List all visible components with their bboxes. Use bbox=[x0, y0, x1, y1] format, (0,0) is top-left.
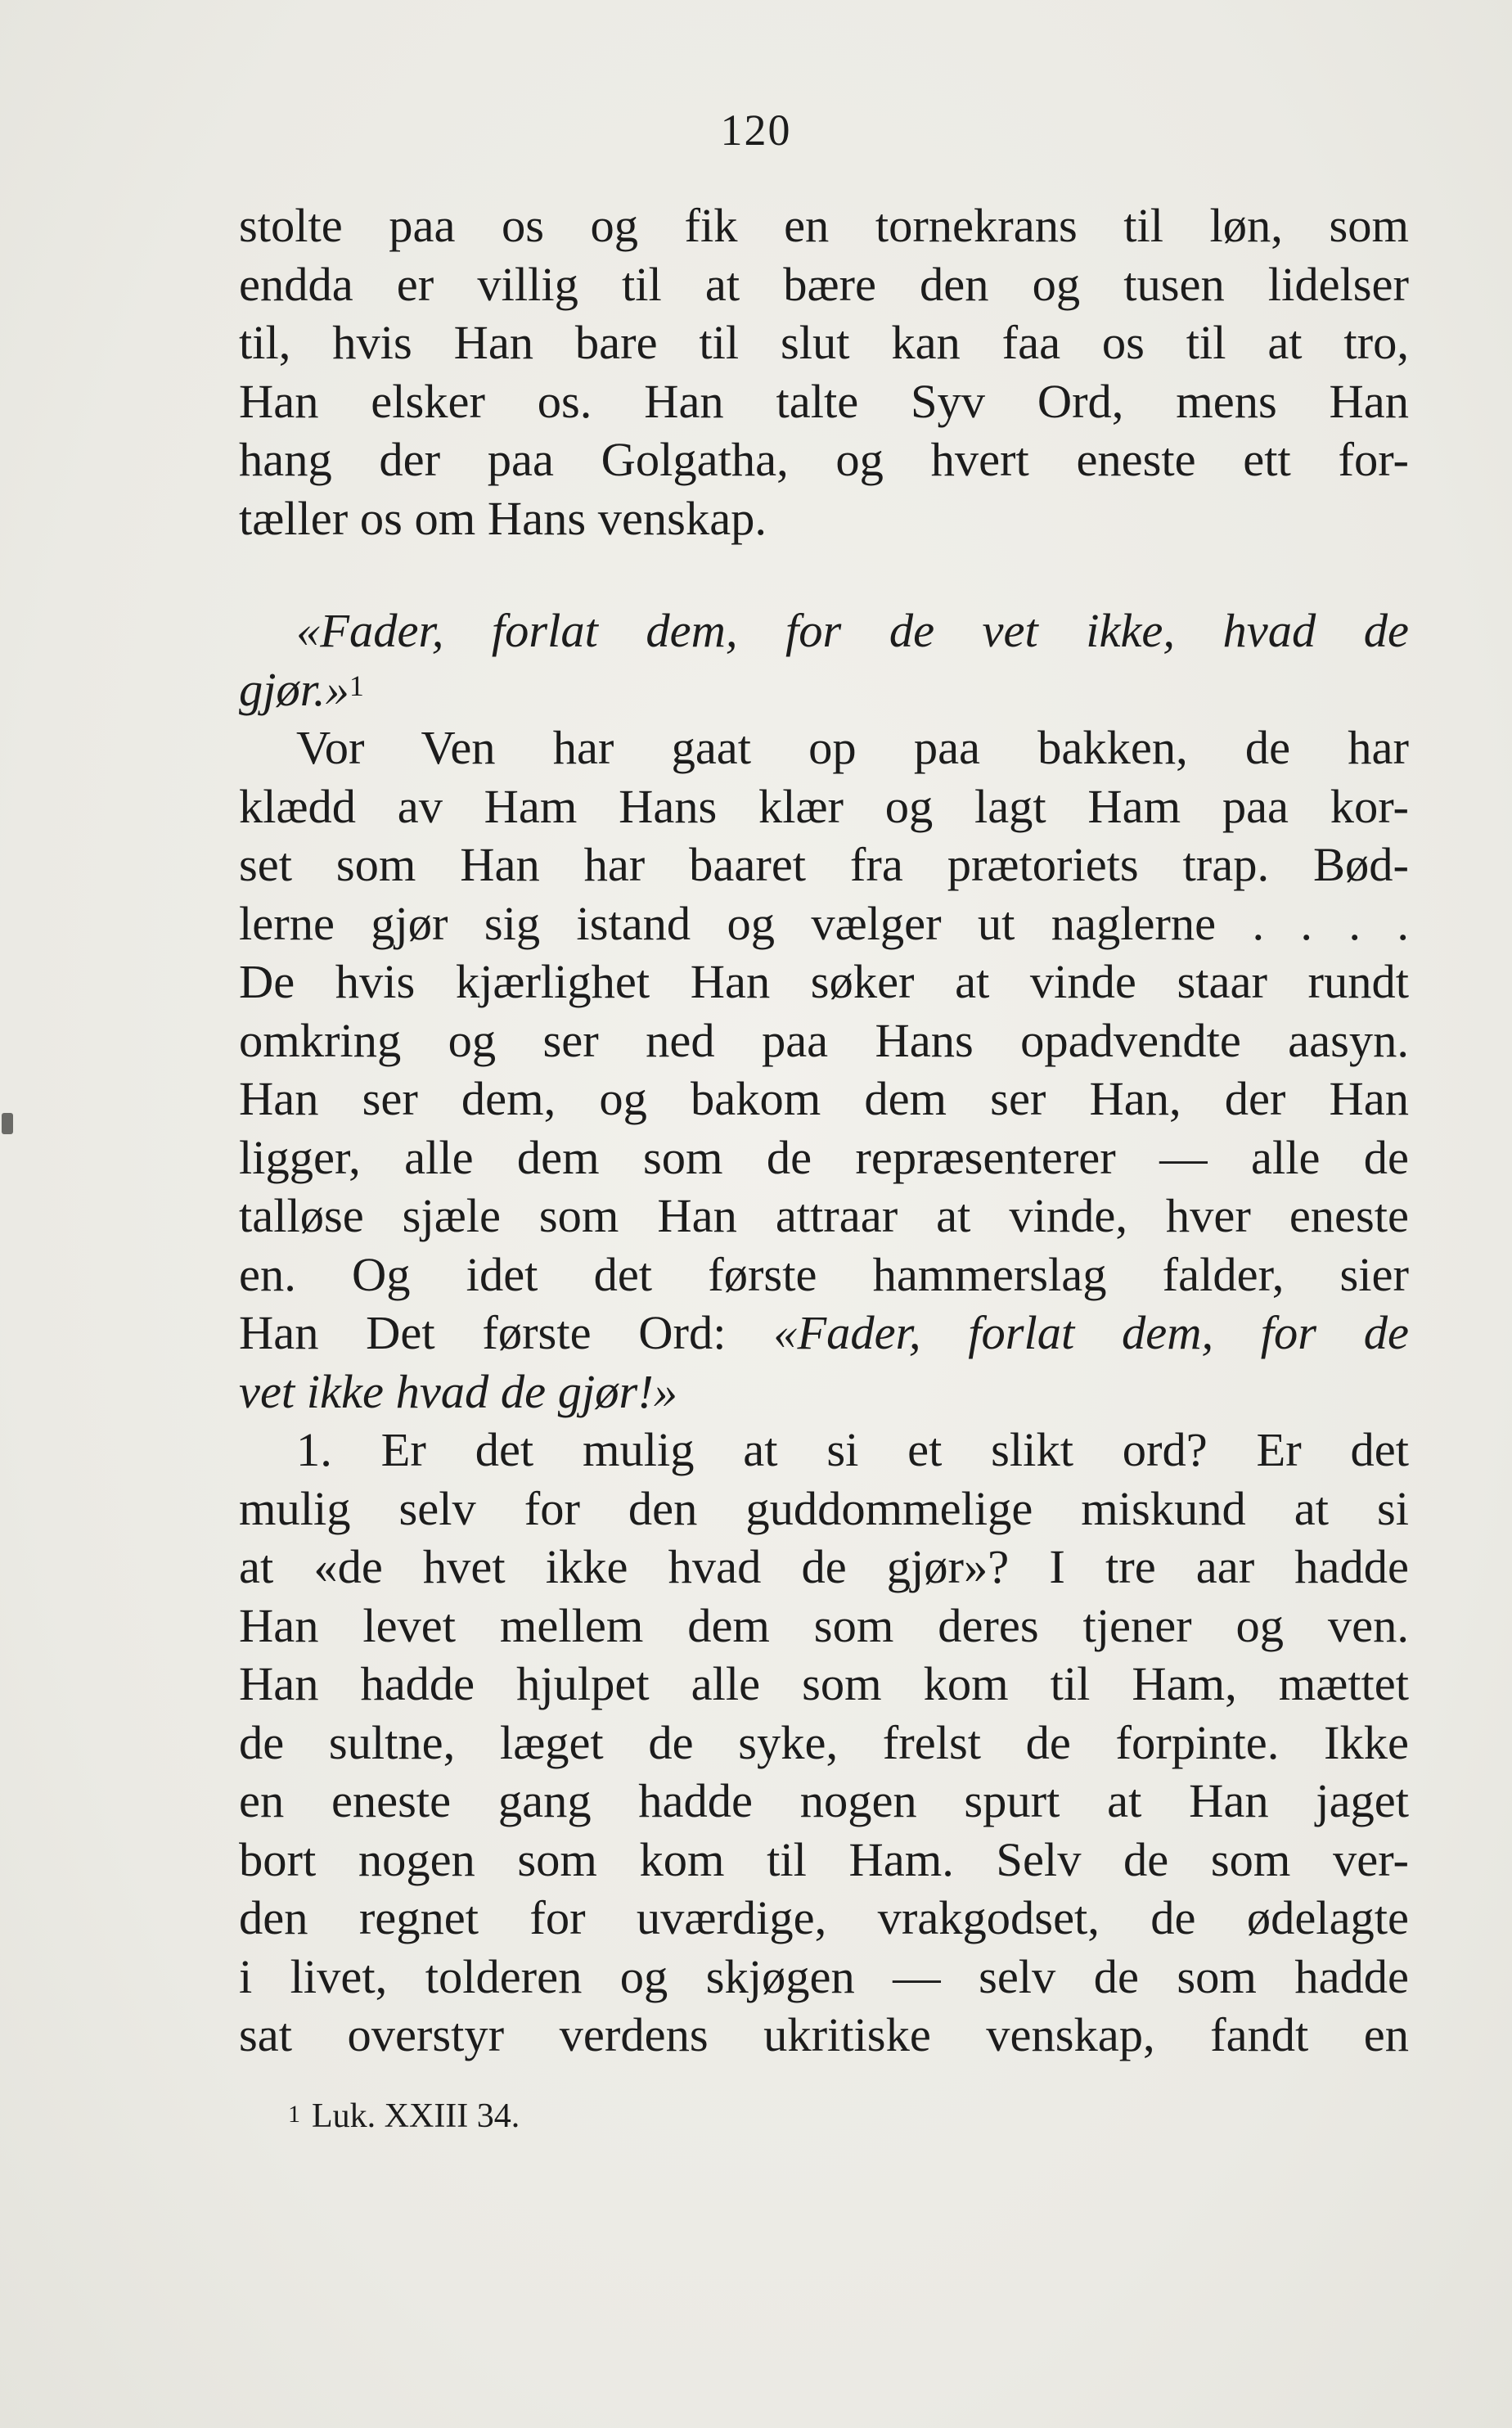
text-line: til, hvis Han bare til slut kan faa os til at tro, bbox=[239, 316, 1409, 369]
text-line: ligger, alle dem som de repræsenterer — alle de bbox=[239, 1130, 1409, 1184]
text-line: omkring og ser ned paa Hans opadvendte aasyn. bbox=[239, 1013, 1409, 1067]
text-line: klædd av Ham Hans klær og lagt Ham paa kor- bbox=[239, 779, 1409, 833]
body-text bbox=[239, 196, 1409, 2065]
text-line: den regnet for uværdige, vrakgodset, de ødelagte bbox=[239, 1891, 1409, 1944]
text-line: Vor Ven har gaat op paa bakken, de har bbox=[296, 721, 1409, 774]
text-line: de sultne, læget de syke, frelst de forpinte. Ikke bbox=[239, 1715, 1409, 1769]
text-segment: Han Det første Ord: bbox=[239, 1306, 774, 1359]
text-line: 1. Er det mulig at si et slikt ord? Er det bbox=[296, 1423, 1409, 1476]
paragraph-2 bbox=[239, 718, 1409, 1421]
quote-line bbox=[239, 601, 1409, 660]
text-line: en. Og idet det første hammerslag falder, sier bbox=[239, 1247, 1409, 1301]
text-line: set som Han har baaret fra prætoriets trap. Bød- bbox=[239, 838, 1409, 891]
text-line: Han hadde hjulpet alle som kom til Ham, mættet bbox=[239, 1657, 1409, 1710]
text-line bbox=[239, 1363, 1409, 1421]
quote-line bbox=[239, 660, 1409, 719]
text-line: Han ser dem, og bakom dem ser Han, der Han bbox=[239, 1072, 1409, 1125]
quote-text: gjør.» bbox=[239, 662, 349, 716]
scripture-quote bbox=[239, 601, 1409, 718]
text-line: tæller os om Hans venskap. bbox=[239, 491, 767, 545]
footnote-text: Luk. XXIII 34. bbox=[312, 2097, 520, 2135]
text-line: De hvis kjærlighet Han søker at vinde staar rundt bbox=[239, 955, 1409, 1008]
text-line: i livet, tolderen og skjøgen — selv de som hadde bbox=[239, 1949, 1409, 2003]
text-line: hang der paa Golgatha, og hvert eneste ett for- bbox=[239, 433, 1409, 486]
footnote bbox=[288, 2093, 520, 2139]
text-line: sat overstyr verdens ukritiske venskap, fandt en bbox=[239, 2008, 1409, 2061]
text-line: endda er villig til at bære den og tusen lidelser bbox=[239, 257, 1409, 311]
page-number: 120 bbox=[720, 106, 792, 155]
quote-text: «Fader, forlat dem, for de vet ikke, hvad de bbox=[296, 604, 1409, 657]
text-line: bort nogen som kom til Ham. Selv de som ver- bbox=[239, 1832, 1409, 1886]
text-line: talløse sjæle som Han attraar at vinde, hver eneste bbox=[239, 1189, 1409, 1242]
text-line bbox=[239, 1304, 1409, 1363]
footnote-marker: 1 bbox=[288, 2101, 300, 2128]
footnote-reference: 1 bbox=[349, 669, 364, 702]
paragraph-3 bbox=[239, 1421, 1409, 2065]
paragraph-1 bbox=[239, 196, 1409, 547]
text-line: en eneste gang hadde nogen spurt at Han jaget bbox=[239, 1774, 1409, 1827]
text-line: Han elsker os. Han talte Syv Ord, mens Han bbox=[239, 374, 1409, 428]
text-line: stolte paa os og fik en tornekrans til løn, som bbox=[239, 199, 1409, 252]
text-line: mulig selv for den guddommelige miskund at si bbox=[239, 1481, 1409, 1535]
quote-text: vet ikke hvad de gjør!» bbox=[239, 1364, 678, 1418]
text-line: lerne gjør sig istand og vælger ut naglerne . . . . bbox=[239, 896, 1409, 950]
text-line: at «de hvet ikke hvad de gjør»? I tre aar hadde bbox=[239, 1540, 1409, 1593]
text-line: Han levet mellem dem som deres tjener og ven. bbox=[239, 1598, 1409, 1652]
scan-margin-mark bbox=[2, 1113, 13, 1134]
quote-text: «Fader, forlat dem, for de bbox=[773, 1306, 1409, 1359]
